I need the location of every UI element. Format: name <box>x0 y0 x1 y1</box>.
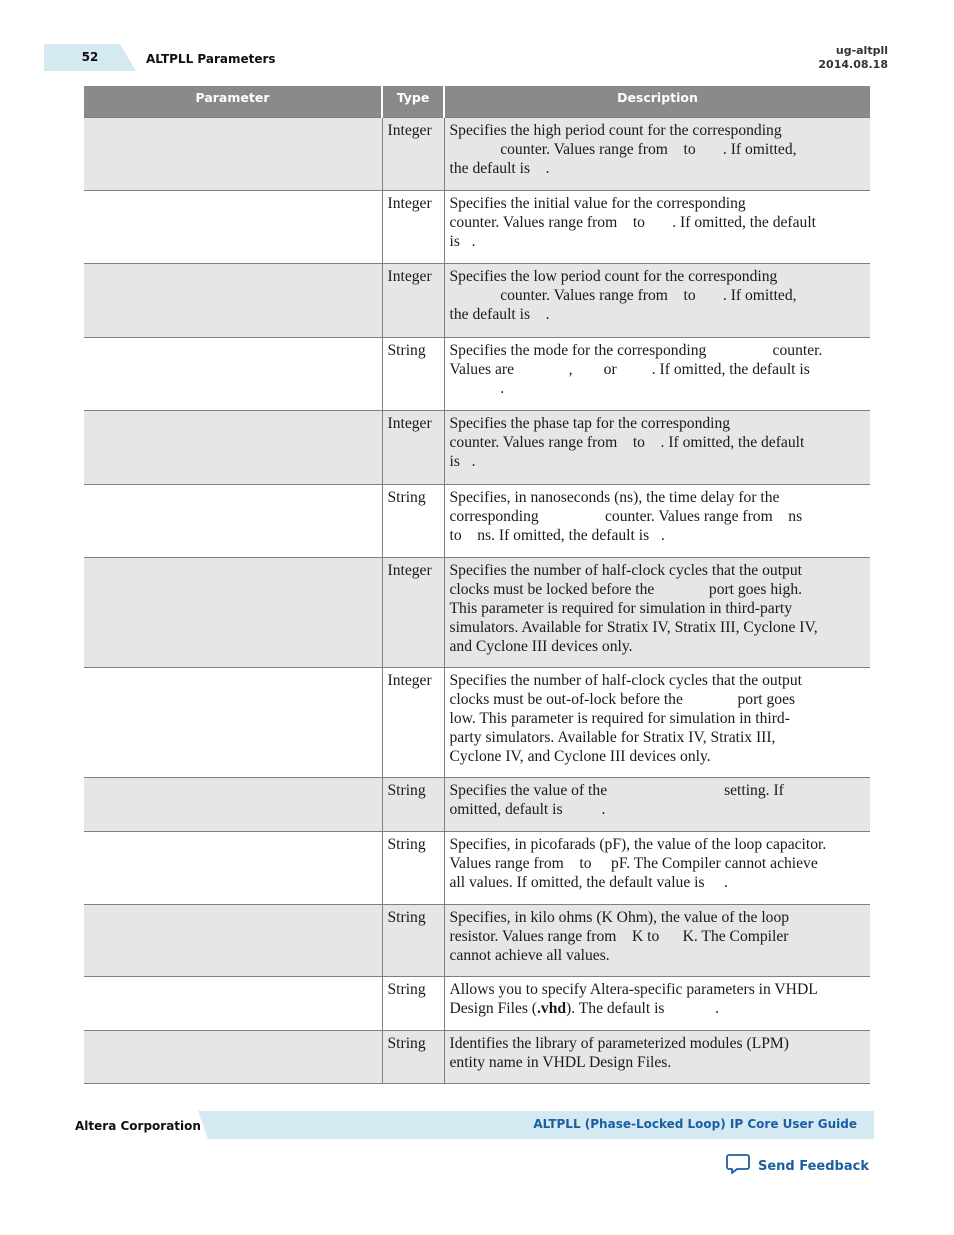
table-row <box>84 557 870 667</box>
table-row <box>84 1030 870 1083</box>
description-cell: Specifies, in kilo ohms (K Ohm), the value of the loop resistor. Values range from K to K. The Compiler cannot achieve all values. <box>444 904 870 976</box>
file-extension: .vhd <box>537 999 567 1017</box>
description-cell: Specifies the number of half-clock cycles that the output clocks must be out-of-lock before the port goes low. This parameter is required for simulation in third- party simulators. Available for Stratix IV, Stratix III, Cyclone IV, and Cyclone III devices only. <box>444 667 870 777</box>
column-header-parameter: Parameter <box>84 86 382 117</box>
description-cell <box>444 976 870 1030</box>
parameter-cell <box>84 117 382 190</box>
column-header-type: Type <box>382 86 444 117</box>
parameter-cell <box>84 557 382 667</box>
parameter-cell <box>84 410 382 484</box>
send-feedback-link[interactable] <box>726 1153 869 1179</box>
description-cell: Specifies, in nanoseconds (ns), the time delay for the corresponding counter. Values range from ns to ns. If omitted, the default is . <box>444 484 870 557</box>
type-cell: String <box>382 831 444 904</box>
parameter-cell <box>84 263 382 337</box>
table-row <box>84 190 870 263</box>
type-cell: Integer <box>382 667 444 777</box>
type-cell: Integer <box>382 117 444 190</box>
type-cell: Integer <box>382 410 444 484</box>
table-row <box>84 976 870 1030</box>
doc-id-label: ug-altpll <box>835 44 888 57</box>
send-feedback-label: Send Feedback <box>758 1158 869 1174</box>
parameter-cell <box>84 1030 382 1083</box>
section-title: ALTPLL Parameters <box>146 52 276 66</box>
speech-bubble-icon <box>726 1153 750 1180</box>
type-cell: String <box>382 337 444 410</box>
type-cell: String <box>382 1030 444 1083</box>
doc-date: 2014.08.18 <box>818 58 888 71</box>
description-cell: Specifies the high period count for the corresponding counter. Values range from to . If omitted, the default is . <box>444 117 870 190</box>
parameter-cell <box>84 484 382 557</box>
type-cell: Integer <box>382 263 444 337</box>
type-cell: Integer <box>382 190 444 263</box>
parameter-cell <box>84 831 382 904</box>
description-text: ). The default is . <box>566 999 720 1017</box>
parameter-cell <box>84 667 382 777</box>
guide-title-link[interactable]: ALTPLL (Phase-Locked Loop) IP Core User Guide <box>533 1117 857 1131</box>
type-cell: String <box>382 777 444 831</box>
table-row <box>84 904 870 976</box>
description-cell: Specifies the low period count for the corresponding counter. Values range from to . If omitted, the default is . <box>444 263 870 337</box>
parameter-cell <box>84 777 382 831</box>
type-cell: Integer <box>382 557 444 667</box>
parameter-cell <box>84 904 382 976</box>
type-cell: String <box>382 484 444 557</box>
table-row <box>84 484 870 557</box>
type-cell: String <box>382 904 444 976</box>
description-cell: Specifies the phase tap for the corresponding counter. Values range from to . If omitted, the default is . <box>444 410 870 484</box>
parameter-cell <box>84 976 382 1030</box>
page-number: 52 <box>81 50 99 64</box>
type-cell: String <box>382 976 444 1030</box>
description-text: Allows you to specify Altera-specific parameters in VHDL Design Files ( <box>449 980 818 1017</box>
table-header-row <box>84 86 870 117</box>
description-cell: Specifies the number of half-clock cycles that the output clocks must be locked before the port goes high. This parameter is required for simulation in third-party simulators. Available for Stratix IV, Stratix III, Cyclone IV, and Cyclone III devices only. <box>444 557 870 667</box>
table-row <box>84 410 870 484</box>
table-row <box>84 117 870 190</box>
parameter-cell <box>84 337 382 410</box>
description-cell: Identifies the library of parameterized modules (LPM) entity name in VHDL Design Files. <box>444 1030 870 1083</box>
table-row <box>84 777 870 831</box>
column-header-description: Description <box>444 86 870 117</box>
parameters-table <box>84 86 870 1084</box>
description-cell: Specifies the mode for the corresponding counter. Values are , or . If omitted, the default is . <box>444 337 870 410</box>
table-row <box>84 831 870 904</box>
company-name: Altera Corporation <box>75 1119 201 1133</box>
description-cell: Specifies, in picofarads (pF), the value of the loop capacitor. Values range from to pF. The Compiler cannot achieve all values. If omitted, the default value is . <box>444 831 870 904</box>
description-cell: Specifies the value of the setting. If omitted, default is . <box>444 777 870 831</box>
parameter-cell <box>84 190 382 263</box>
description-cell: Specifies the initial value for the corresponding counter. Values range from to . If omitted, the default is . <box>444 190 870 263</box>
table-row <box>84 667 870 777</box>
table-row <box>84 263 870 337</box>
table-row <box>84 337 870 410</box>
document-id <box>818 44 888 72</box>
